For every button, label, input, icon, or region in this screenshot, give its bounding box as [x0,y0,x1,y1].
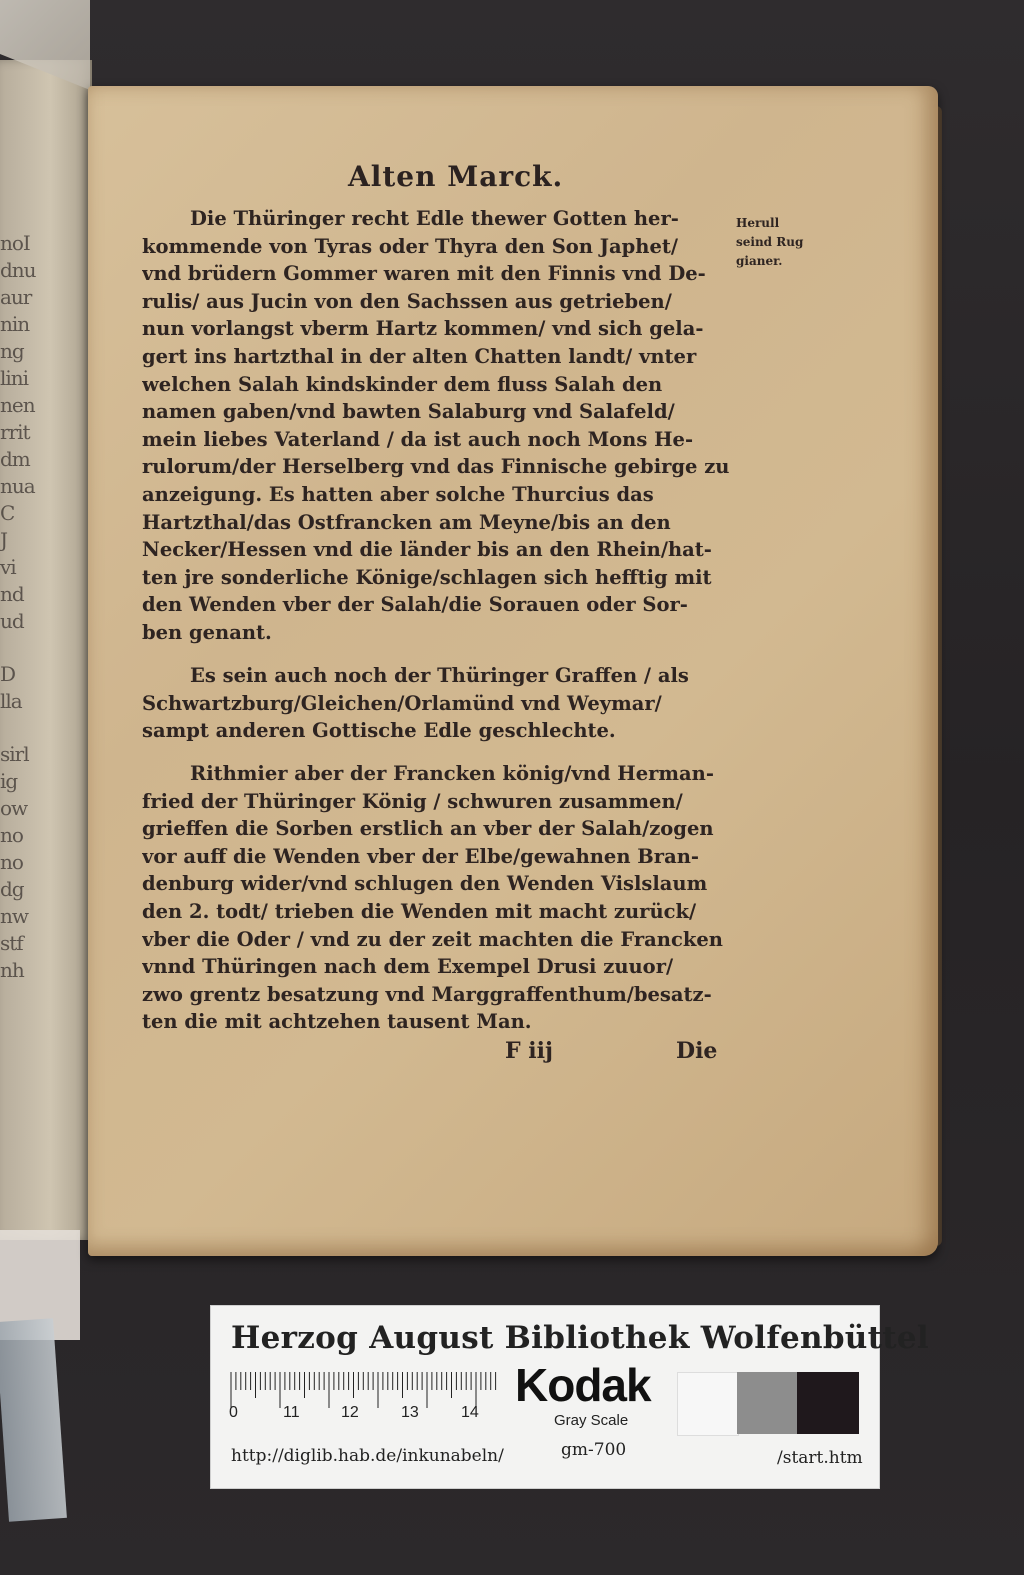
text-line: fried der Thüringer König / schwuren zusammen/ [142,789,683,813]
fragment-line: vi [0,555,16,579]
text-line: Schwartzburg/Gleichen/Orlamünd vnd Weymar/ [142,691,662,715]
card-code: gm-700 [561,1440,627,1460]
fragment-line: dnu [0,258,36,282]
signature-mark: F iij [505,1038,553,1064]
text-line: Hartzthal/das Ostfrancken am Meyne/bis an den [142,510,671,534]
text-line: gert ins hartzthal in der alten Chatten landt/ vnter [142,344,697,368]
marginal-line: gianer. [736,254,783,268]
fragment-line: ow [0,796,28,820]
text-line: Necker/Hessen vnd die länder bis an den Rhein/hat- [142,538,712,562]
text-line: denburg wider/vnd schlugen den Wenden Vislslaum [142,872,708,896]
gray-swatch-mid [737,1372,797,1434]
text-line: ten die mit achtzehen tausent Man. [142,1010,532,1034]
fragment-line: nw [0,904,28,928]
ruler-number-12: 12 [341,1404,359,1421]
library-color-card [210,1305,929,1489]
fragment-line: stf [0,931,23,955]
fragment-line: dg [0,877,24,901]
text-line: vnnd Thüringen nach dem Exempel Drusi zuuor/ [142,955,674,979]
fragment-line: nd [0,582,24,606]
gray-swatch-black [797,1372,859,1434]
text-line: vber die Oder / vnd zu der zeit machten die Francken [142,927,723,951]
text-line: rulorum/der Herselberg vnd das Finnische gebirge zu [142,455,730,479]
fragment-line [0,635,40,661]
marginal-line: seind Rug [736,235,804,249]
paragraph-3 [142,760,734,1036]
text-line: vnd brüdern Gommer waren mit den Finnis vnd De- [142,262,706,286]
catchword: Die [676,1038,718,1064]
fragment-line: J [0,528,8,552]
fragment-line: dm [0,447,30,471]
ruler-number-14: 14 [461,1404,479,1421]
fragment-line: nen [0,393,35,417]
card-title: Herzog August Bibliothek Wolfenbüttel [231,1320,929,1356]
text-line: zwo grentz besatzung vnd Marggraffenthum/besatz- [142,982,712,1006]
marginal-line: Herull [736,216,780,230]
fragment-line: sirl [0,742,29,766]
text-line: kommende von Tyras oder Thyra den Son Japhet/ [142,234,678,258]
text-line: sampt anderen Gottische Edle geschlechte. [142,719,616,743]
gray-swatch-white [677,1372,739,1436]
fragment-line: rrit [0,420,30,444]
ruler-number-0: 0 [229,1404,238,1421]
text-line: anzeigung. Es hatten aber solche Thurcius das [142,482,654,506]
fragment-line: noI [0,231,30,255]
ruler-number-11: 11 [283,1404,300,1421]
fragment-line: ud [0,609,24,633]
fragment-line: nin [0,312,30,336]
fragment-line: no [0,823,23,847]
gray-scale-label: Gray Scale [554,1412,629,1429]
text-line: rulis/ aus Jucin von den Sachssen aus getrieben/ [142,289,672,313]
paragraph-2 [142,662,734,745]
adjacent-page-text [0,230,40,984]
marginal-note [736,214,832,271]
ruler-number-13: 13 [401,1404,419,1421]
card-url-left: http://diglib.hab.de/inkunabeln/ [231,1446,504,1466]
text-line: Es sein auch noch der Thüringer Graffen / als [190,664,689,687]
fragment-line: lini [0,366,29,390]
text-line: vor auff die Wenden vber der Elbe/gewahnen Bran- [142,844,699,868]
fragment-line: D [0,662,16,686]
fragment-line: no [0,850,23,874]
text-line: Rithmier aber der Francken könig/vnd Herman- [190,762,714,785]
kodak-logo: Kodak [515,1359,651,1411]
fragment-line: lla [0,689,22,713]
page-heading: Alten Marck. [348,160,564,193]
text-line: mein liebes Vaterland / da ist auch noch Mons He- [142,427,694,451]
fragment-line [0,715,40,741]
text-line: Die Thüringer recht Edle thewer Gotten her- [190,207,679,230]
paragraph-1 [142,205,734,647]
fragment-line: ig [0,769,18,793]
fragment-line: ng [0,339,24,363]
text-line: welchen Salah kindskinder dem fluss Salah den [142,372,663,396]
text-line: ben genant. [142,620,272,644]
text-line: den 2. todt/ trieben die Wenden mit macht zurück/ [142,899,697,923]
fragment-line: nua [0,474,35,498]
text-line: den Wenden vber der Salah/die Sorauen oder Sor- [142,593,688,617]
text-line: namen gaben/vnd bawten Salaburg vnd Salafeld/ [142,400,675,424]
card-url-right: /start.htm [777,1448,863,1468]
text-line: ten jre sonderliche Könige/schlagen sich hefftig mit [142,565,712,589]
fragment-line: aur [0,285,32,309]
fragment-line: nh [0,958,24,982]
text-line: grieffen die Sorben erstlich an vber der Salah/zogen [142,817,714,841]
fragment-line: C [0,501,15,525]
text-line: nun vorlangst vberm Hartz kommen/ vnd sich gela- [142,317,704,341]
